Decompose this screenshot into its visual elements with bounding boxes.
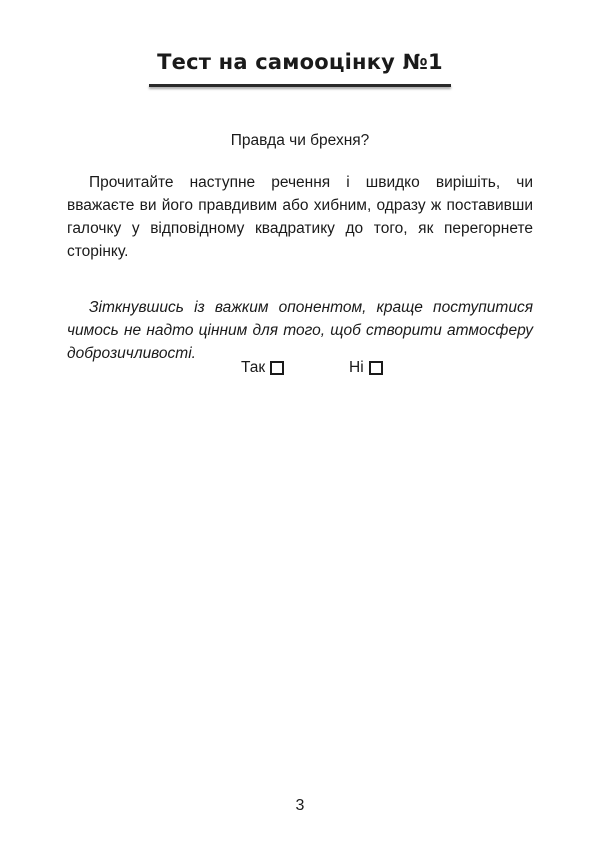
page-title: Тест на самооцінку №1 [157, 50, 443, 74]
option-no-label: Ні [349, 359, 364, 376]
subtitle: Правда чи брехня? [230, 132, 370, 149]
title-underline [149, 84, 451, 87]
statement-paragraph: Зіткнувшись із важким опонентом, краще поступитися чимось не надто цінним для того, щоб створити атмосферу доброзичливості. [67, 299, 533, 362]
checkbox-yes[interactable] [270, 361, 284, 375]
page-number: 3 [295, 797, 305, 814]
instruction-paragraph: Прочитайте наступне речення і швидко вирішіть, чи вважаєте ви його правдивим або хибним, одразу ж поставивши галочку у відповідному квадратику до того, як перегорнете сторінку. [67, 174, 533, 260]
checkbox-no[interactable] [369, 361, 383, 375]
option-no[interactable] [349, 359, 383, 377]
option-yes-label: Так [241, 359, 266, 376]
option-yes[interactable] [241, 359, 284, 377]
